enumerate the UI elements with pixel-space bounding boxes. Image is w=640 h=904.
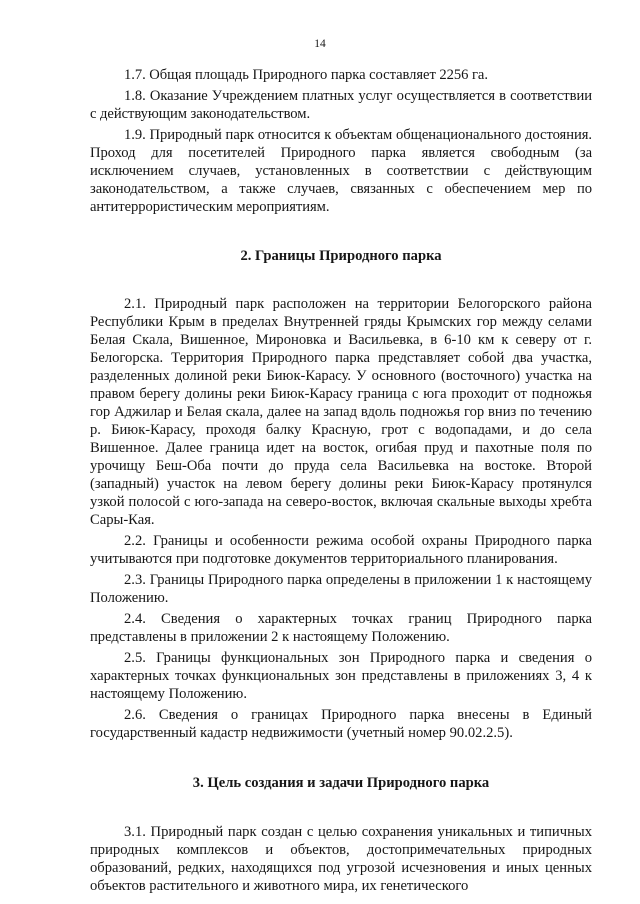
section-3-heading: 3. Цель создания и задачи Природного парка (192, 775, 490, 791)
page-number: 14 (314, 38, 326, 50)
document-body (90, 66, 592, 898)
paragraph-2-4: 2.4. Сведения о характерных точках границ Природного парка представлены в приложении 2 к настоящему Положению. (90, 611, 592, 645)
paragraph-3-1: 3.1. Природный парк создан с целью сохранения уникальных и типичных природных комплексов и объектов, достопримечательных природных образований, редких, находящихся под угрозой исчезновения и иных ценных объектов растительного и животного мира, их генетического (90, 824, 592, 894)
paragraph-2-6: 2.6. Сведения о границах Природного парка внесены в Единый государственный кадастр недвижимости (учетный номер 90.02.2.5). (90, 707, 592, 741)
paragraph-1-8: 1.8. Оказание Учреждением платных услуг осуществляется в соответствии с действующим законодательством. (90, 88, 592, 122)
intro-section (90, 66, 592, 216)
paragraph-1-7: 1.7. Общая площадь Природного парка составляет 2256 га. (124, 67, 488, 83)
paragraph-2-1: 2.1. Природный парк расположен на территории Белогорского района Республики Крым в пределах Внутренней гряды Крымских гор между селами Белая Скала, Вишенное, Мироновка и Васильевка, в 6-10 км к северу от г. Белогорска. Территория Природного парка представляет собой два участка, разделенных долиной реки Биюк-Карасу. У основного (восточного) участка на правом берегу долины реки Биюк-Карасу граница с юга проходит от подножья гор Аджилар и Белая скала, далее на запад вдоль подножья гор вниз по течению р. Биюк-Карасу, проходя балку Красную, грот с водопадами, и до села Вишенное. Далее граница идет на восток, огибая пруд и пахотные поля по урочищу Беш-Оба почти до пруда села Васильевка на востоке. Второй (западный) участок на левом берегу долины реки Биюк-Карасу протянулся узкой полосой с юго-запада на северо-восток, включая скальные выходы хребта Сары-Кая. (90, 296, 592, 528)
section-2-heading: 2. Границы Природного парка (240, 248, 442, 264)
section-3-body (90, 823, 592, 895)
paragraph-2-2: 2.2. Границы и особенности режима особой охраны Природного парка учитываются при подготовке документов территориального планирования. (90, 533, 592, 567)
paragraph-2-5: 2.5. Границы функциональных зон Природного парка и сведения о характерных точках функциональных зон представлены в приложениях 3, 4 к настоящему Положению. (90, 650, 592, 702)
section-2-body (90, 295, 592, 742)
paragraph-2-3: 2.3. Границы Природного парка определены в приложении 1 к настоящему Положению. (90, 572, 592, 606)
paragraph-1-9: 1.9. Природный парк относится к объектам общенационального достояния. Проход для посетителей Природного парка является свободным (за исключением случаев, установленных в соответствии с действующим законодательством, а также случаев, связанных с обеспечением мер по антитеррористическим мероприятиям. (90, 127, 592, 215)
